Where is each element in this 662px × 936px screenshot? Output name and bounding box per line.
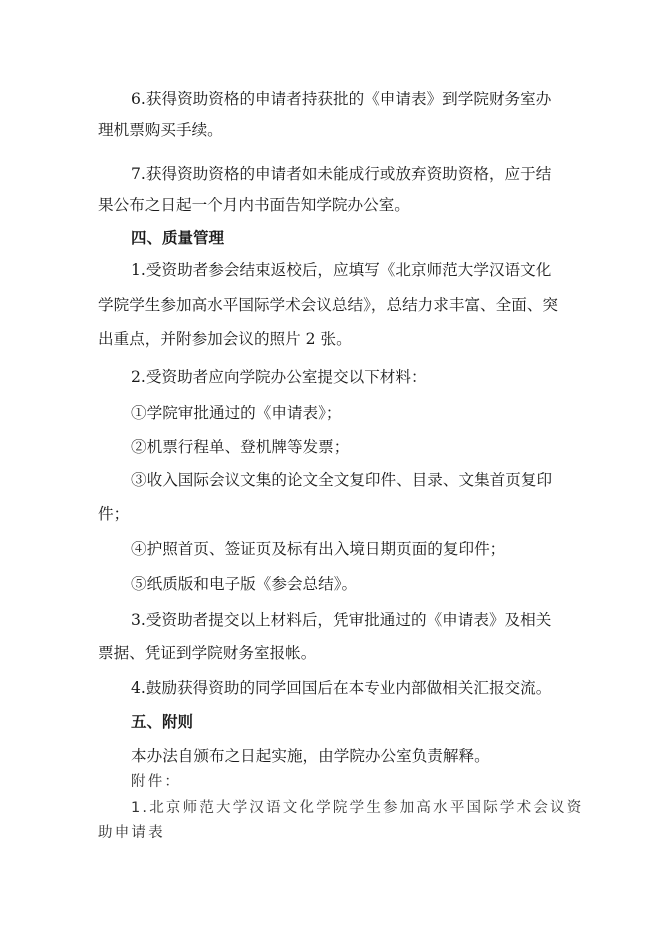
paragraph-line: 票据、凭证到学院财务室报帐。 — [98, 644, 317, 662]
list-item: 件； — [98, 505, 130, 523]
paragraph-line: 本办法自颁布之日起实施，由学院办公室负责解释。 — [131, 747, 490, 765]
paragraph-line: 7.获得资助资格的申请者如未能成行或放弃资助资格，应于结 — [131, 165, 552, 183]
attachment-item: 助申请表 — [98, 825, 165, 841]
list-item: ⑤纸质版和电子版《参会总结》。 — [131, 575, 358, 593]
paragraph-line: 2.受资助者应向学院办公室提交以下材料： — [131, 368, 427, 386]
list-item: ③收入国际会议文集的论文全文复印件、目录、文集首页复印 — [131, 471, 553, 489]
list-item: ②机票行程单、登机牌等发票； — [131, 438, 350, 456]
list-item: ④护照首页、签证页及标有出入境日期页面的复印件； — [131, 540, 506, 558]
paragraph-line: 果公布之日起一个月内书面告知学院办公室。 — [98, 196, 410, 214]
paragraph-line: 学院学生参加高水平国际学术会议总结》，总结力求丰富、全面、突 — [98, 296, 559, 314]
paragraph-line: 出重点，并附参加会议的照片 2 张。 — [98, 330, 352, 348]
paragraph-line: 3.受资助者提交以上材料后，凭审批通过的《申请表》及相关 — [131, 611, 552, 629]
list-item: ①学院审批通过的《申请表》； — [131, 404, 342, 422]
paragraph-line: 1.受资助者参会结束返校后，应填写《北京师范大学汉语文化 — [131, 261, 552, 279]
attachment-label: 附件： — [131, 774, 182, 790]
paragraph-line: 理机票购买手续。 — [98, 121, 223, 139]
paragraph-line: 4.鼓励获得资助的同学回国后在本专业内部做相关汇报交流。 — [131, 679, 552, 697]
attachment-item: 1.北京师范大学汉语文化学院学生参加高水平国际学术会议资 — [131, 800, 584, 816]
section-heading-appendix: 五、附则 — [131, 713, 194, 731]
section-heading-quality: 四、质量管理 — [131, 229, 225, 247]
paragraph-line: 6.获得资助资格的申请者持获批的《申请表》到学院财务室办 — [131, 90, 552, 108]
